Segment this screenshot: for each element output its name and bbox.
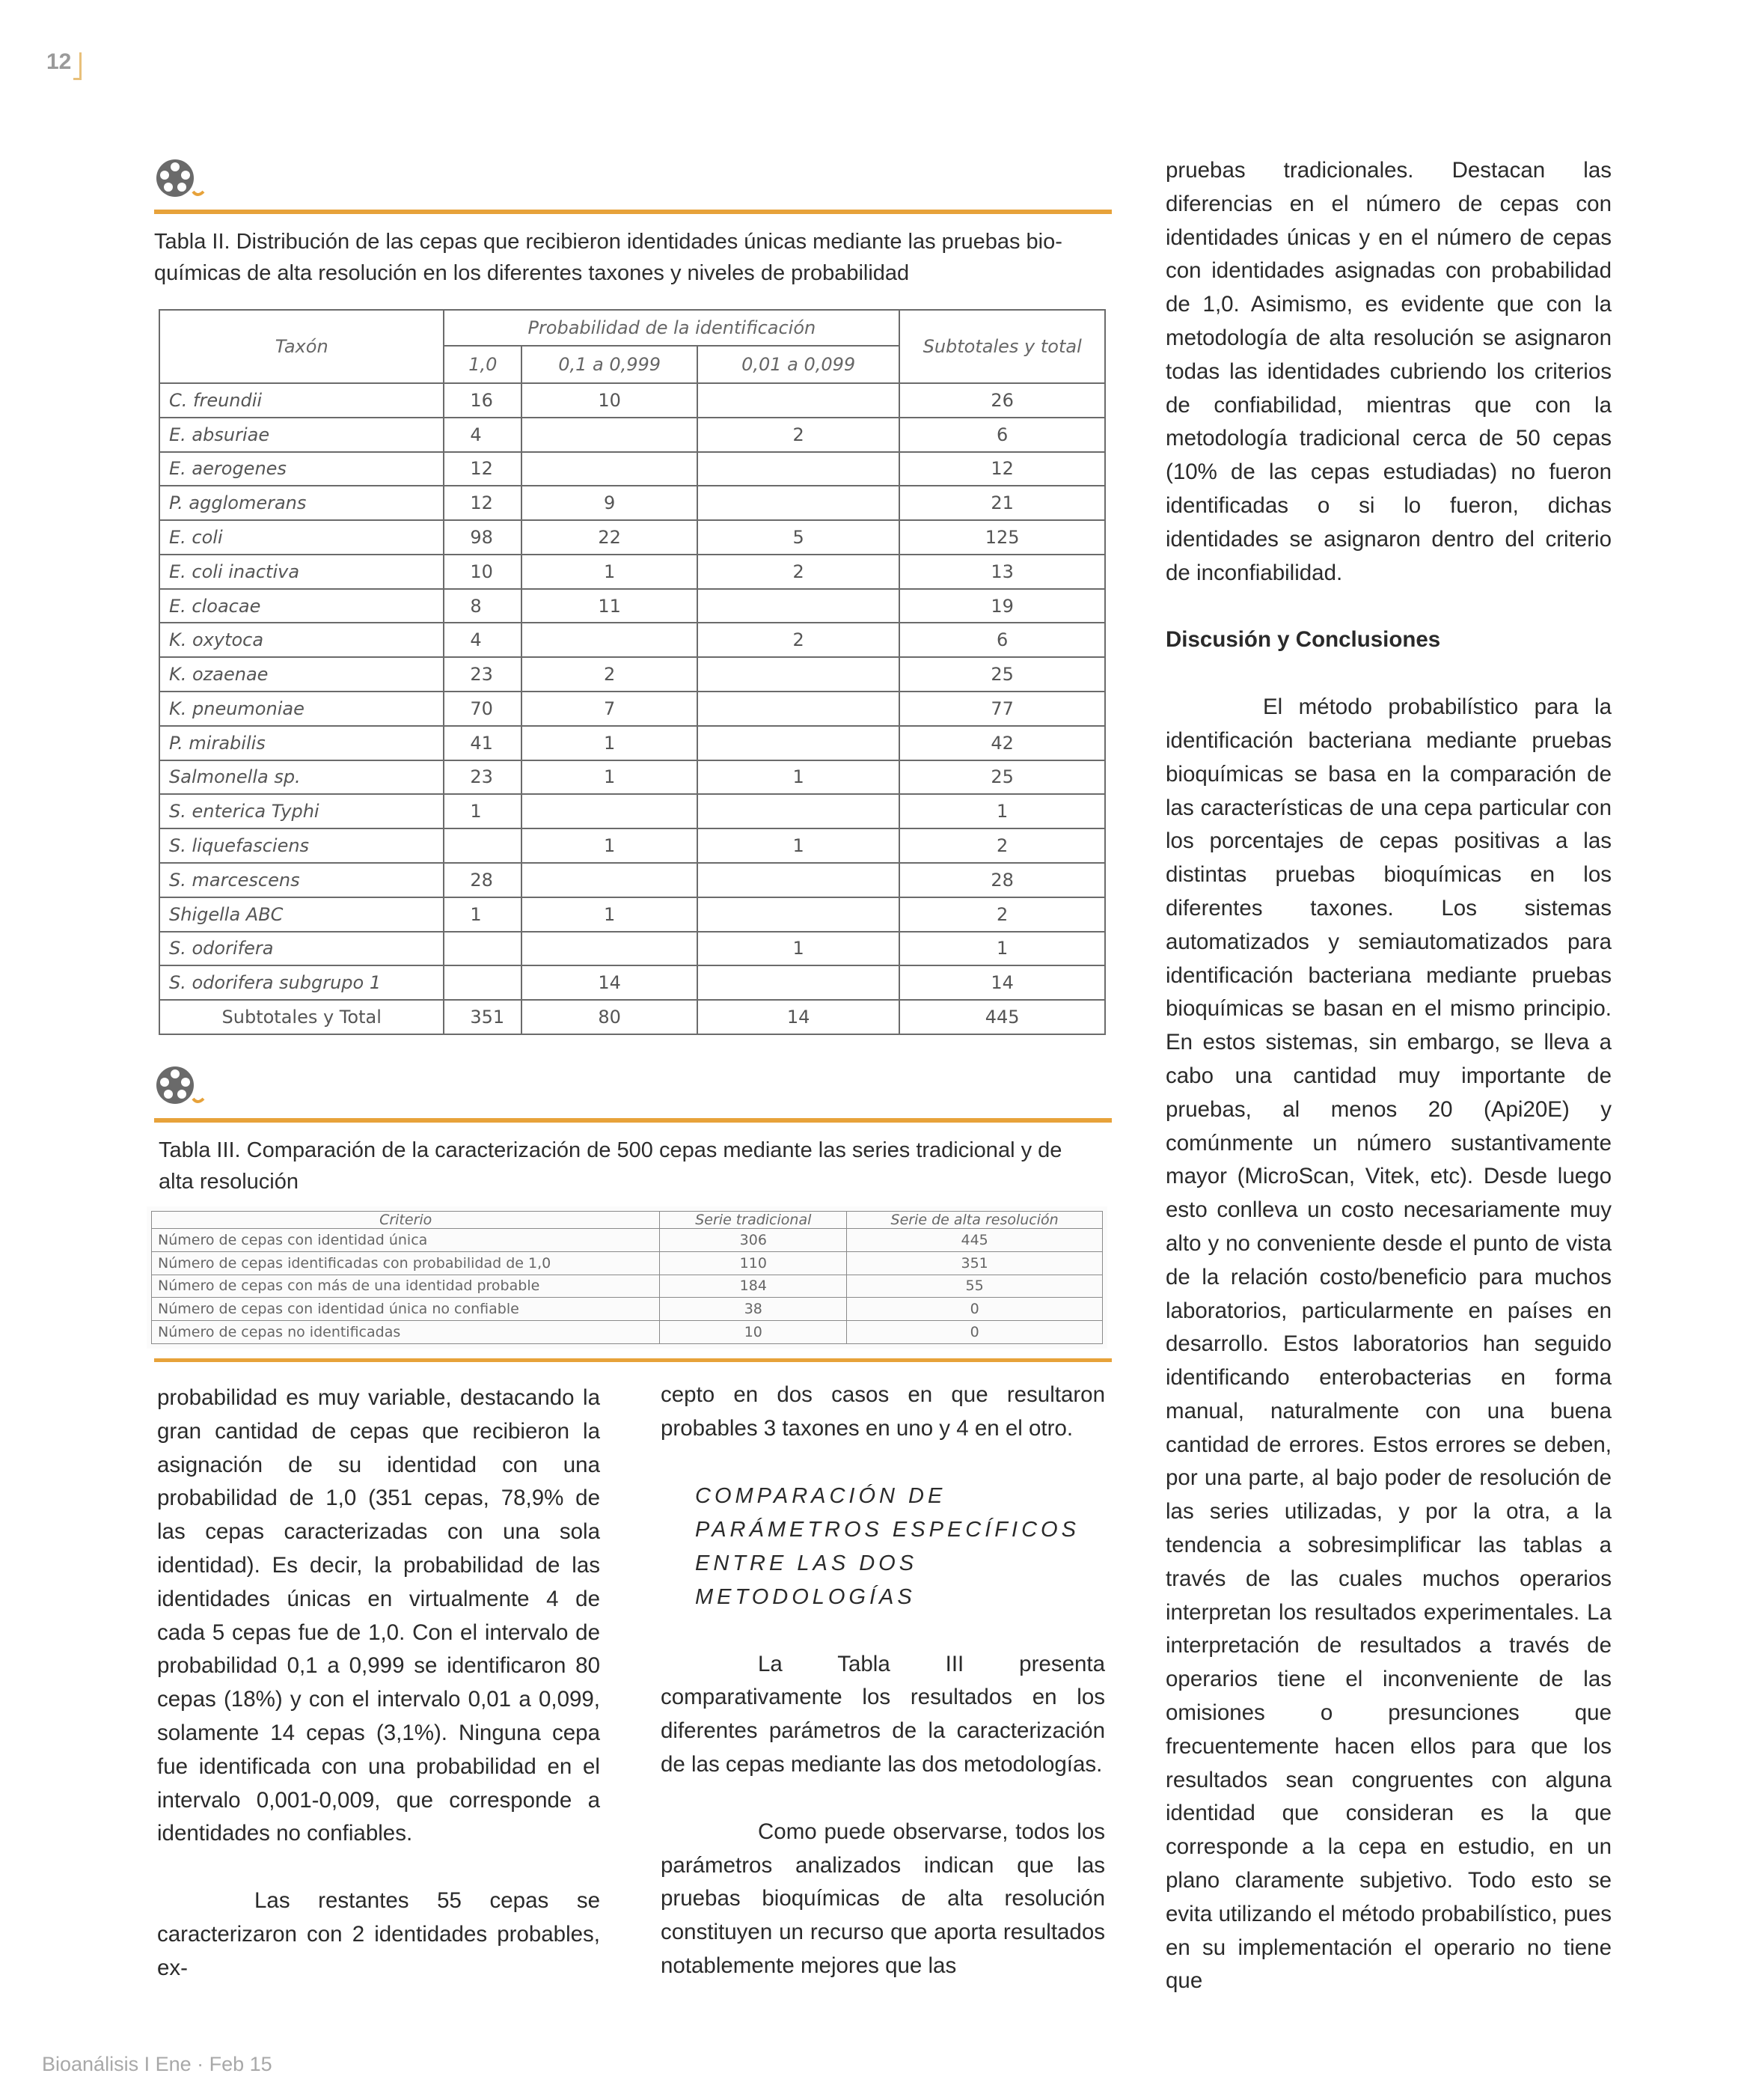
total-cell: 14: [899, 965, 1105, 1000]
taxon-cell: E. aerogenes: [159, 452, 444, 486]
film-reel-icon: [154, 156, 206, 201]
table-row: [152, 1229, 1103, 1252]
taxon-cell: S. marcescens: [159, 863, 444, 897]
table-row: [159, 760, 1105, 795]
p3-cell: 1: [697, 760, 899, 795]
p2-cell: 2: [521, 657, 697, 692]
taxon-cell: P. agglomerans: [159, 486, 444, 520]
p2-cell: 80: [521, 1000, 697, 1034]
table-row: [152, 1251, 1103, 1275]
p3-cell: [697, 452, 899, 486]
table-row: [152, 1275, 1103, 1298]
left-column: [157, 1382, 600, 1985]
table-row: [159, 794, 1105, 828]
middle-para-3: Como puede observarse, todos los parámetros analizados indican que las pruebas bioquímicas de alta resolución constituyen un recurso que aporta resultados notablemente mejores que las: [661, 1819, 1105, 1978]
p3-cell: [697, 383, 899, 418]
p1-cell: [444, 932, 521, 966]
middle-para-2: La Tabla III presenta comparativamente los resultados en los diferentes parámetros de la caracterización de las cepas mediante las dos metodologías.: [661, 1651, 1105, 1777]
p3-cell: [697, 726, 899, 760]
table-row: [159, 520, 1105, 555]
table3-header-criterio: Criterio: [152, 1212, 660, 1229]
right-column: [1166, 154, 1612, 1998]
table3-caption-line2: alta resolución: [159, 1170, 299, 1194]
p2-cell: 1: [521, 828, 697, 863]
middle-para-1: cepto en dos casos en que resultaron probables 3 taxones en uno y 4 en el otro.: [661, 1382, 1105, 1441]
alta-cell: 0: [847, 1298, 1103, 1321]
p1-cell: 23: [444, 657, 521, 692]
table2-header-p2: 0,1 a 0,999: [521, 346, 697, 383]
p1-cell: 70: [444, 692, 521, 726]
right-para-1: pruebas tradicionales. Destacan las diferencias en el número de cepas con identidades únicas y en el número de cepas con identidades asignadas con probabilidad de 1,0. Asimismo, es evidente que con la metodología de alta resolución se asignaron todas las identidades cubriendo los criterios de confiabilidad, mientras que con la metodología tradicional cerca de 50 cepas (10% de las cepas estudiadas) no fueron identificadas o si lo fueron, dichas identidades se asignaron dentro del criterio de inconfiabilidad.: [1166, 158, 1612, 585]
p3-cell: 1: [697, 828, 899, 863]
total-cell: 42: [899, 726, 1105, 760]
taxon-cell: P. mirabilis: [159, 726, 444, 760]
table3-caption-line1: Tabla III. Comparación de la caracterización de 500 cepas mediante las series tradicional y de: [159, 1138, 1062, 1162]
criterio-cell: Número de cepas con identidad única: [152, 1229, 660, 1252]
taxon-cell: E. absuriae: [159, 418, 444, 452]
table-row: [159, 452, 1105, 486]
table2-header-p1: 1,0: [444, 346, 521, 383]
alta-cell: 351: [847, 1251, 1103, 1275]
p3-cell: [697, 589, 899, 623]
p1-cell: 10: [444, 555, 521, 589]
p3-cell: [697, 794, 899, 828]
total-label-cell: Subtotales y Total: [159, 1000, 444, 1034]
p3-cell: 2: [697, 623, 899, 657]
p1-cell: 1: [444, 897, 521, 932]
alta-cell: 445: [847, 1229, 1103, 1252]
taxon-cell: S. enterica Typhi: [159, 794, 444, 828]
tradicional-cell: 38: [660, 1298, 847, 1321]
p2-cell: [521, 452, 697, 486]
table3-rule-bottom: [154, 1358, 1112, 1362]
total-cell: 12: [899, 452, 1105, 486]
total-cell: 25: [899, 657, 1105, 692]
p3-cell: [697, 657, 899, 692]
table-row: [159, 623, 1105, 657]
criterio-cell: Número de cepas identificadas con probabilidad de 1,0: [152, 1251, 660, 1275]
tradicional-cell: 306: [660, 1229, 847, 1252]
p1-cell: 1: [444, 794, 521, 828]
total-cell: 77: [899, 692, 1105, 726]
page-number: 12: [46, 49, 72, 74]
total-cell: 1: [899, 794, 1105, 828]
p3-cell: 2: [697, 555, 899, 589]
p2-cell: 11: [521, 589, 697, 623]
table3-caption: [159, 1135, 1116, 1197]
alta-cell: 55: [847, 1275, 1103, 1298]
alta-cell: 0: [847, 1321, 1103, 1344]
p1-cell: 16: [444, 383, 521, 418]
criterio-cell: Número de cepas no identificadas: [152, 1321, 660, 1344]
p2-cell: 22: [521, 520, 697, 555]
p3-cell: [697, 897, 899, 932]
taxon-cell: E. coli inactiva: [159, 555, 444, 589]
tradicional-cell: 10: [660, 1321, 847, 1344]
p3-cell: 14: [697, 1000, 899, 1034]
taxon-cell: K. ozaenae: [159, 657, 444, 692]
p1-cell: 4: [444, 623, 521, 657]
p1-cell: [444, 828, 521, 863]
table3-header-alta: Serie de alta resolución: [847, 1212, 1103, 1229]
total-cell: 25: [899, 760, 1105, 795]
taxon-cell: S. odorifera: [159, 932, 444, 966]
total-cell: 1: [899, 932, 1105, 966]
p2-cell: 10: [521, 383, 697, 418]
p1-cell: 98: [444, 520, 521, 555]
table-row: [159, 555, 1105, 589]
taxon-cell: C. freundii: [159, 383, 444, 418]
table-row: [159, 863, 1105, 897]
page-number-mark: [73, 52, 82, 80]
total-cell: 21: [899, 486, 1105, 520]
left-para-2: Las restantes 55 cepas se caracterizaron con 2 identidades probables, ex-: [157, 1888, 600, 1980]
table2-header-probability: Probabilidad de la identificación: [444, 310, 899, 346]
p3-cell: 1: [697, 932, 899, 966]
p1-cell: 8: [444, 589, 521, 623]
total-cell: 19: [899, 589, 1105, 623]
p2-cell: [521, 863, 697, 897]
total-cell: 125: [899, 520, 1105, 555]
total-cell: 2: [899, 828, 1105, 863]
criterio-cell: Número de cepas con identidad única no confiable: [152, 1298, 660, 1321]
criterio-cell: Número de cepas con más de una identidad probable: [152, 1275, 660, 1298]
p3-cell: [697, 965, 899, 1000]
taxon-cell: E. coli: [159, 520, 444, 555]
p3-cell: 5: [697, 520, 899, 555]
taxon-cell: K. pneumoniae: [159, 692, 444, 726]
p2-cell: 9: [521, 486, 697, 520]
tradicional-cell: 110: [660, 1251, 847, 1275]
table-row: [152, 1298, 1103, 1321]
taxon-cell: S. liquefasciens: [159, 828, 444, 863]
taxon-cell: Shigella ABC: [159, 897, 444, 932]
p2-cell: 1: [521, 555, 697, 589]
table2-body: [159, 383, 1105, 1034]
section-heading-discusion: Discusión y Conclusiones: [1166, 627, 1441, 653]
total-cell: 28: [899, 863, 1105, 897]
table-row: [152, 1321, 1103, 1344]
table-row: [159, 486, 1105, 520]
p1-cell: 23: [444, 760, 521, 795]
table-row: [159, 726, 1105, 760]
p2-cell: 1: [521, 897, 697, 932]
p1-cell: 4: [444, 418, 521, 452]
table-row: [159, 589, 1105, 623]
p2-cell: 7: [521, 692, 697, 726]
p2-cell: 14: [521, 965, 697, 1000]
table2-caption: [154, 226, 1112, 289]
p1-cell: 351: [444, 1000, 521, 1034]
total-cell: 6: [899, 623, 1105, 657]
table2-caption-line2: químicas de alta resolución en los diferentes taxones y niveles de probabilidad: [154, 261, 910, 285]
table-row: [159, 692, 1105, 726]
table2-header-taxon: Taxón: [159, 310, 444, 383]
p3-cell: [697, 692, 899, 726]
right-para-2: El método probabilístico para la identificación bacteriana mediante pruebas bioquímicas se basa en la comparación de las características de una cepa particular con los porcentajes de cepas positivas a las distintas pruebas bioquímicas en los diferentes taxones. Los sistemas automatizados y semiautomatizados para identificación bacteriana mediante pruebas bioquímicas se basan en el mismo principio. En estos sistemas, sin embargo, se lleva a cabo una cantidad muy importante de pruebas, al menos 20 (Api20E) y comúnmente un número sustantivamente mayor (MicroScan, Vitek, etc). Desde luego esto conlleva un costo necesariamente muy alto y no conveniente desde el punto de vista de la relación costo/beneficio para muchos laboratorios, particularmente en países en desarrollo. Estos laboratorios han seguido identificando enterobacterias en forma manual, naturalmente con una buena cantidad de errores. Estos errores se deben, por una parte, al bajo poder de resolución de las series utilizadas, y por la otra, a la tendencia a sobresimplificar las tablas a través de las cuales muchos operarios interpretan los resultados experimentales. La interpretación de resultados a través de operarios tiene el inconveniente de las omisiones o presunciones que frecuentemente hacen ellos para que los resultados sean congruentes con alguna identidad que consideran es la que corresponde a la cepa en estudio, en un plano claramente subjetivo. Todo esto se evita utilizando el método probabilístico, pues en su implementación el operario no tiene que: [1166, 695, 1612, 1994]
p2-cell: 1: [521, 760, 697, 795]
total-cell: 6: [899, 418, 1105, 452]
p1-cell: [444, 965, 521, 1000]
table3-header-tradicional: Serie tradicional: [660, 1212, 847, 1229]
table-row: [159, 657, 1105, 692]
page-footer: Bioanálisis I Ene · Feb 15: [42, 2053, 272, 2075]
p2-cell: [521, 932, 697, 966]
table-row: [159, 965, 1105, 1000]
table2-header-p3: 0,01 a 0,099: [697, 346, 899, 383]
p1-cell: 28: [444, 863, 521, 897]
table2-header-subtotal: Subtotales y total: [899, 310, 1105, 383]
table3-body: [152, 1229, 1103, 1344]
total-cell: 445: [899, 1000, 1105, 1034]
taxon-cell: K. oxytoca: [159, 623, 444, 657]
section-subheading: COMPARACIÓN DE PARÁMETROS ESPECÍFICOS ENTRE LAS DOS METODOLOGÍAS: [695, 1483, 1080, 1609]
p3-cell: [697, 863, 899, 897]
p1-cell: 12: [444, 452, 521, 486]
taxon-cell: S. odorifera subgrupo 1: [159, 965, 444, 1000]
p2-cell: [521, 623, 697, 657]
p1-cell: 12: [444, 486, 521, 520]
table3-rule-top: [154, 1118, 1112, 1123]
p3-cell: 2: [697, 418, 899, 452]
total-cell: 26: [899, 383, 1105, 418]
middle-column: [661, 1379, 1105, 1983]
table2-caption-line1: Tabla II. Distribución de las cepas que recibieron identidades únicas mediante las pruebas bio-: [154, 230, 1062, 254]
total-cell: 2: [899, 897, 1105, 932]
p1-cell: 41: [444, 726, 521, 760]
table2-rule: [154, 210, 1112, 214]
table-row: [159, 897, 1105, 932]
table2: [159, 309, 1106, 1035]
p2-cell: [521, 794, 697, 828]
table3: [147, 1206, 1107, 1349]
left-para-1: probabilidad es muy variable, destacando la gran cantidad de cepas que recibieron la asignación de su identidad con una probabilidad de 1,0 (351 cepas, 78,9% de las cepas caracterizadas con una sola identidad). Es decir, la probabilidad de las identidades únicas en virtualmente 4 de cada 5 cepas fue de 1,0. Con el intervalo de probabilidad 0,1 a 0,999 se identificaron 80 cepas (18%) y con el intervalo 0,01 a 0,099, solamente 14 cepas (3,1%). Ninguna cepa fue identificada con una probabilidad en el intervalo 0,001-0,009, que corresponde a identidades no confiables.: [157, 1385, 600, 1846]
film-reel-icon: [154, 1063, 206, 1108]
table-row: [159, 418, 1105, 452]
p3-cell: [697, 486, 899, 520]
tradicional-cell: 184: [660, 1275, 847, 1298]
taxon-cell: Salmonella sp.: [159, 760, 444, 795]
table-total-row: [159, 1000, 1105, 1034]
table-row: [159, 828, 1105, 863]
p2-cell: 1: [521, 726, 697, 760]
table-row: [159, 383, 1105, 418]
p2-cell: [521, 418, 697, 452]
taxon-cell: E. cloacae: [159, 589, 444, 623]
total-cell: 13: [899, 555, 1105, 589]
table-row: [159, 932, 1105, 966]
